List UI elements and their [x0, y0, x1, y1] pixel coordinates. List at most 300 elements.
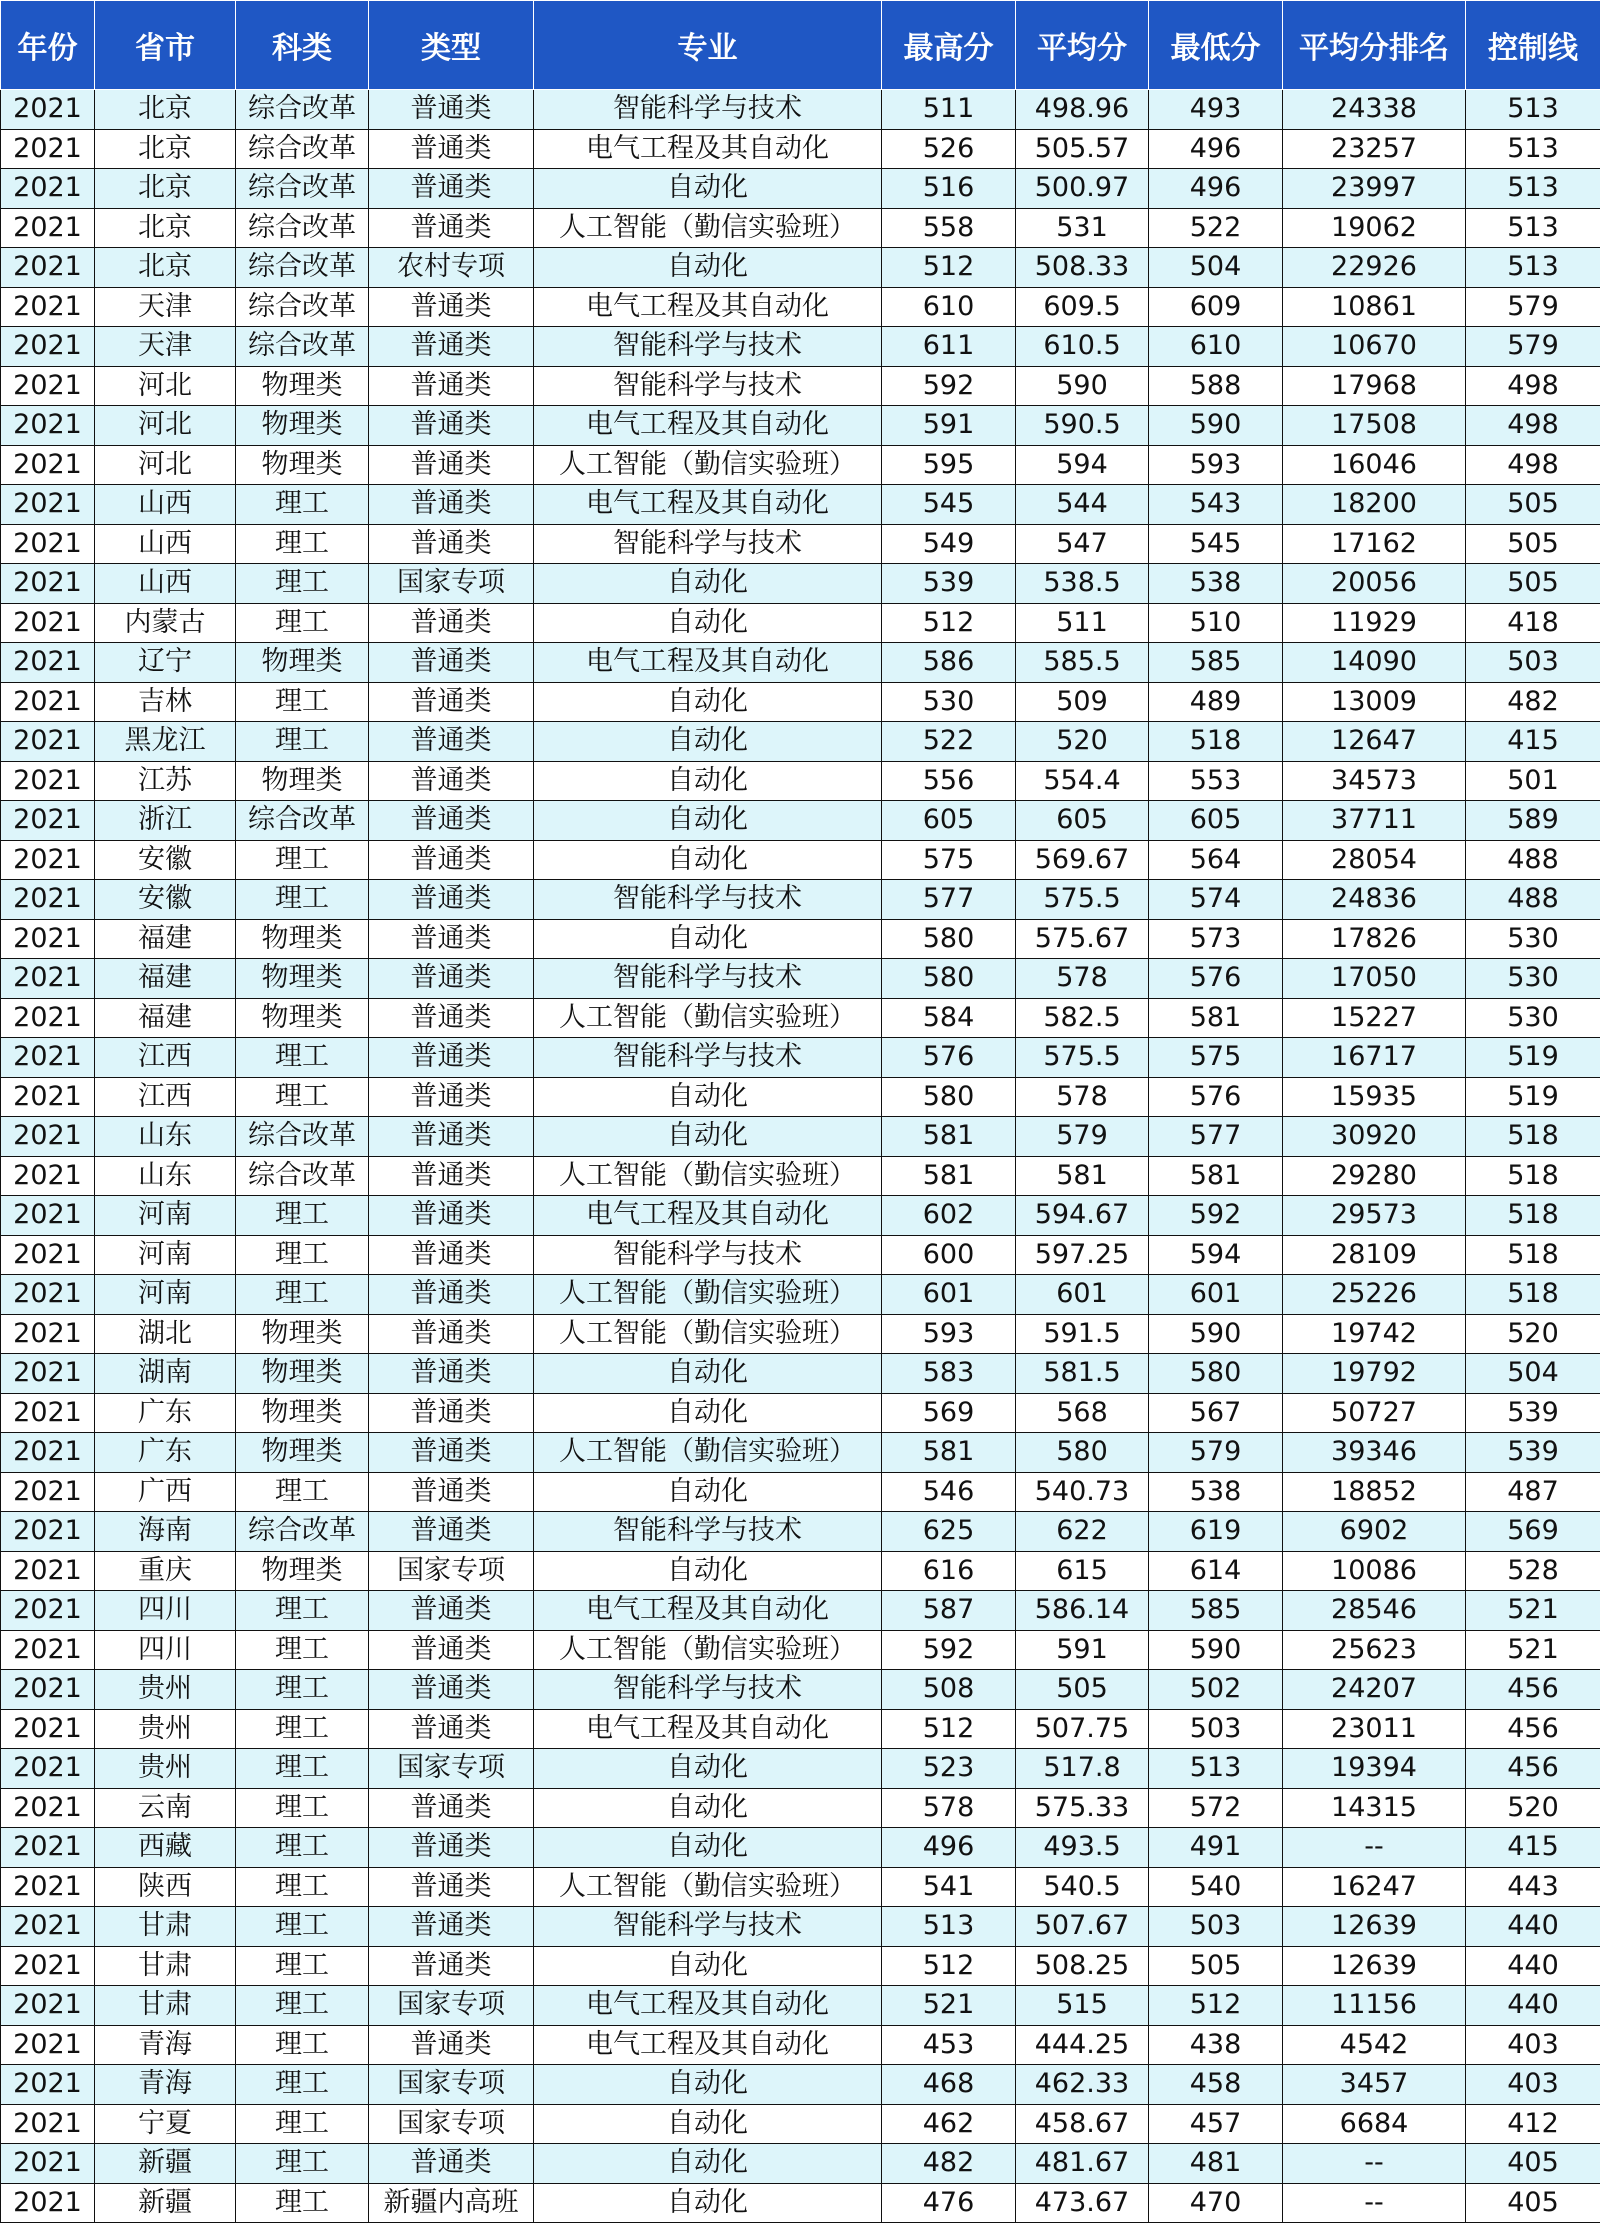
table-cell: 普通类: [369, 1235, 534, 1275]
table-cell: 540: [1149, 1867, 1283, 1907]
table-cell: 理工: [236, 2065, 369, 2105]
table-row: [1, 959, 1600, 999]
table-cell: 自动化: [534, 1077, 882, 1117]
table-cell: 自动化: [534, 603, 882, 643]
table-cell: 综合改革: [236, 801, 369, 841]
table-cell: 普通类: [369, 90, 534, 130]
table-cell: 6684: [1283, 2104, 1466, 2144]
table-cell: 综合改革: [236, 287, 369, 327]
table-row: [1, 919, 1600, 959]
table-cell: 广西: [95, 1472, 236, 1512]
table-cell: 444.25: [1016, 2025, 1149, 2065]
table-cell: 592: [882, 366, 1016, 406]
table-cell: 521: [882, 1986, 1016, 2026]
table-cell: 505: [1466, 524, 1600, 564]
table-cell: 普通类: [369, 169, 534, 209]
table-row: [1, 682, 1600, 722]
table-row: [1, 524, 1600, 564]
table-row: [1, 2065, 1600, 2105]
table-cell: 501: [1466, 761, 1600, 801]
table-cell: 498.96: [1016, 90, 1149, 130]
table-cell: 468: [882, 2065, 1016, 2105]
table-cell: 549: [882, 524, 1016, 564]
table-cell: 504: [1149, 248, 1283, 288]
table-cell: 2021: [1, 682, 95, 722]
table-cell: 590: [1149, 1630, 1283, 1670]
table-cell: 415: [1466, 722, 1600, 762]
table-cell: 普通类: [369, 722, 534, 762]
table-cell: 理工: [236, 564, 369, 604]
table-cell: --: [1283, 2183, 1466, 2223]
table-row: [1, 643, 1600, 683]
table-cell: 理工: [236, 1077, 369, 1117]
table-cell: 580: [1016, 1433, 1149, 1473]
table-cell: 6902: [1283, 1512, 1466, 1552]
table-cell: 甘肃: [95, 1907, 236, 1947]
table-row: [1, 1986, 1600, 2026]
table-cell: 611: [882, 327, 1016, 367]
table-cell: 504: [1466, 1354, 1600, 1394]
table-cell: 601: [1149, 1275, 1283, 1315]
table-cell: 540.5: [1016, 1867, 1149, 1907]
table-cell: 584: [882, 998, 1016, 1038]
table-cell: 海南: [95, 1512, 236, 1552]
table-cell: 2021: [1, 959, 95, 999]
column-header: 年份: [1, 1, 95, 90]
table-cell: 518: [1466, 1117, 1600, 1157]
table-cell: 18200: [1283, 485, 1466, 525]
table-row: [1, 406, 1600, 446]
table-cell: 585: [1149, 1591, 1283, 1631]
table-cell: 24207: [1283, 1670, 1466, 1710]
table-cell: 河北: [95, 406, 236, 446]
table-cell: 国家专项: [369, 1986, 534, 2026]
table-cell: 农村专项: [369, 248, 534, 288]
table-cell: 自动化: [534, 169, 882, 209]
table-cell: 福建: [95, 959, 236, 999]
table-cell: 512: [882, 248, 1016, 288]
table-cell: 590: [1149, 406, 1283, 446]
table-cell: 593: [882, 1314, 1016, 1354]
table-cell: 物理类: [236, 406, 369, 446]
table-cell: 理工: [236, 524, 369, 564]
table-cell: 487: [1466, 1472, 1600, 1512]
table-cell: 人工智能（勤信实验班）: [534, 1867, 882, 1907]
table-cell: 安徽: [95, 840, 236, 880]
table-cell: 590: [1149, 1314, 1283, 1354]
table-cell: 物理类: [236, 761, 369, 801]
table-row: [1, 1630, 1600, 1670]
table-cell: 智能科学与技术: [534, 524, 882, 564]
table-cell: 综合改革: [236, 169, 369, 209]
table-cell: 481.67: [1016, 2144, 1149, 2184]
table-cell: 14315: [1283, 1788, 1466, 1828]
table-cell: 518: [1466, 1275, 1600, 1315]
table-cell: 569: [1466, 1512, 1600, 1552]
table-cell: 12639: [1283, 1946, 1466, 1986]
table-cell: 宁夏: [95, 2104, 236, 2144]
table-cell: 509: [1016, 682, 1149, 722]
table-cell: 515: [1016, 1986, 1149, 2026]
table-cell: 586.14: [1016, 1591, 1149, 1631]
table-cell: 526: [882, 129, 1016, 169]
table-cell: 2021: [1, 2104, 95, 2144]
table-cell: 615: [1016, 1551, 1149, 1591]
table-cell: 普通类: [369, 1038, 534, 1078]
table-cell: --: [1283, 1828, 1466, 1868]
table-cell: 2021: [1, 129, 95, 169]
table-cell: 国家专项: [369, 1749, 534, 1789]
table-cell: 普通类: [369, 287, 534, 327]
table-cell: 616: [882, 1551, 1016, 1591]
table-cell: 625: [882, 1512, 1016, 1552]
table-cell: 405: [1466, 2183, 1600, 2223]
table-cell: 2021: [1, 1393, 95, 1433]
table-cell: 河北: [95, 445, 236, 485]
table-cell: 综合改革: [236, 208, 369, 248]
table-cell: 16046: [1283, 445, 1466, 485]
table-cell: 2021: [1, 169, 95, 209]
table-cell: 天津: [95, 287, 236, 327]
table-cell: 496: [1149, 169, 1283, 209]
column-header: 省市: [95, 1, 236, 90]
table-cell: 2021: [1, 1946, 95, 1986]
table-row: [1, 801, 1600, 841]
table-cell: 自动化: [534, 1393, 882, 1433]
table-cell: 518: [1466, 1235, 1600, 1275]
table-cell: 北京: [95, 129, 236, 169]
table-row: [1, 1670, 1600, 1710]
table-cell: 493: [1149, 90, 1283, 130]
table-cell: 电气工程及其自动化: [534, 129, 882, 169]
table-cell: 物理类: [236, 445, 369, 485]
table-cell: 物理类: [236, 1393, 369, 1433]
table-cell: 513: [1466, 208, 1600, 248]
table-cell: 17508: [1283, 406, 1466, 446]
table-cell: 普通类: [369, 2144, 534, 2184]
table-cell: 505.57: [1016, 129, 1149, 169]
table-row: [1, 208, 1600, 248]
table-cell: 591: [1016, 1630, 1149, 1670]
table-cell: 自动化: [534, 2065, 882, 2105]
table-cell: 538: [1149, 1472, 1283, 1512]
table-cell: 564: [1149, 840, 1283, 880]
table-cell: 622: [1016, 1512, 1149, 1552]
table-cell: 510: [1149, 603, 1283, 643]
table-cell: 电气工程及其自动化: [534, 643, 882, 683]
table-cell: 457: [1149, 2104, 1283, 2144]
table-cell: 普通类: [369, 919, 534, 959]
table-cell: 北京: [95, 90, 236, 130]
table-cell: 新疆: [95, 2183, 236, 2223]
table-cell: 自动化: [534, 761, 882, 801]
table-cell: 普通类: [369, 840, 534, 880]
table-cell: 人工智能（勤信实验班）: [534, 1156, 882, 1196]
table-cell: 河北: [95, 366, 236, 406]
table-cell: 普通类: [369, 1117, 534, 1157]
table-cell: 16247: [1283, 1867, 1466, 1907]
table-cell: 482: [1466, 682, 1600, 722]
table-cell: 普通类: [369, 603, 534, 643]
table-row: [1, 2104, 1600, 2144]
table-cell: 567: [1149, 1393, 1283, 1433]
table-cell: 605: [1149, 801, 1283, 841]
table-row: [1, 1907, 1600, 1947]
table-cell: 2021: [1, 1433, 95, 1473]
table-cell: 新疆内高班: [369, 2183, 534, 2223]
table-row: [1, 1709, 1600, 1749]
table-cell: 智能科学与技术: [534, 959, 882, 999]
table-cell: 物理类: [236, 1551, 369, 1591]
table-cell: 内蒙古: [95, 603, 236, 643]
table-cell: 自动化: [534, 682, 882, 722]
table-cell: 23011: [1283, 1709, 1466, 1749]
table-cell: 23997: [1283, 169, 1466, 209]
table-cell: 609.5: [1016, 287, 1149, 327]
table-cell: 2021: [1, 1077, 95, 1117]
table-cell: 581.5: [1016, 1354, 1149, 1394]
table-row: [1, 1551, 1600, 1591]
table-cell: 498: [1466, 366, 1600, 406]
table-cell: 普通类: [369, 959, 534, 999]
table-cell: 591.5: [1016, 1314, 1149, 1354]
table-cell: 2021: [1, 603, 95, 643]
table-row: [1, 129, 1600, 169]
table-cell: 黑龙江: [95, 722, 236, 762]
table-cell: 2021: [1, 90, 95, 130]
table-cell: 国家专项: [369, 1551, 534, 1591]
table-cell: 普通类: [369, 406, 534, 446]
table-cell: 415: [1466, 1828, 1600, 1868]
table-row: [1, 998, 1600, 1038]
table-cell: 4542: [1283, 2025, 1466, 2065]
table-cell: 2021: [1, 248, 95, 288]
table-cell: 498: [1466, 406, 1600, 446]
table-cell: 502: [1149, 1670, 1283, 1710]
table-cell: 512: [882, 603, 1016, 643]
table-cell: 理工: [236, 2144, 369, 2184]
table-cell: 583: [882, 1354, 1016, 1394]
table-cell: 2021: [1, 327, 95, 367]
table-cell: 574: [1149, 880, 1283, 920]
table-cell: 人工智能（勤信实验班）: [534, 1433, 882, 1473]
table-cell: 18852: [1283, 1472, 1466, 1512]
table-cell: 自动化: [534, 1551, 882, 1591]
table-cell: 597.25: [1016, 1235, 1149, 1275]
table-cell: 理工: [236, 1196, 369, 1236]
table-cell: 综合改革: [236, 327, 369, 367]
table-cell: 609: [1149, 287, 1283, 327]
table-cell: 国家专项: [369, 2104, 534, 2144]
table-cell: 456: [1466, 1670, 1600, 1710]
table-cell: 30920: [1283, 1117, 1466, 1157]
table-cell: 458: [1149, 2065, 1283, 2105]
table-cell: 2021: [1, 919, 95, 959]
table-cell: 592: [882, 1630, 1016, 1670]
table-cell: 513: [1149, 1749, 1283, 1789]
table-cell: 物理类: [236, 366, 369, 406]
table-cell: 理工: [236, 1986, 369, 2026]
table-cell: 592: [1149, 1196, 1283, 1236]
table-cell: 普通类: [369, 208, 534, 248]
table-cell: 普通类: [369, 1788, 534, 1828]
table-cell: 理工: [236, 722, 369, 762]
table-cell: 585.5: [1016, 643, 1149, 683]
table-cell: 普通类: [369, 1591, 534, 1631]
table-cell: 15935: [1283, 1077, 1466, 1117]
table-cell: 17968: [1283, 366, 1466, 406]
table-cell: 2021: [1, 2144, 95, 2184]
table-cell: 610: [1149, 327, 1283, 367]
table-cell: 河南: [95, 1275, 236, 1315]
table-cell: 503: [1149, 1907, 1283, 1947]
table-row: [1, 722, 1600, 762]
table-cell: 智能科学与技术: [534, 1907, 882, 1947]
table-cell: 586: [882, 643, 1016, 683]
table-cell: 河南: [95, 1235, 236, 1275]
table-cell: 25623: [1283, 1630, 1466, 1670]
table-cell: 575.5: [1016, 1038, 1149, 1078]
table-cell: 自动化: [534, 564, 882, 604]
table-cell: 568: [1016, 1393, 1149, 1433]
table-cell: 518: [1466, 1196, 1600, 1236]
table-cell: 山西: [95, 564, 236, 604]
table-cell: 理工: [236, 485, 369, 525]
table-cell: 521: [1466, 1630, 1600, 1670]
table-cell: 智能科学与技术: [534, 366, 882, 406]
table-cell: 20056: [1283, 564, 1466, 604]
table-cell: 2021: [1, 1630, 95, 1670]
table-cell: 普通类: [369, 1670, 534, 1710]
table-cell: 云南: [95, 1788, 236, 1828]
table-cell: 538.5: [1016, 564, 1149, 604]
table-cell: 自动化: [534, 1749, 882, 1789]
table-cell: 539: [1466, 1393, 1600, 1433]
table-cell: 10670: [1283, 327, 1466, 367]
table-cell: 508: [882, 1670, 1016, 1710]
table-cell: 智能科学与技术: [534, 1512, 882, 1552]
table-cell: 518: [1466, 1156, 1600, 1196]
table-cell: 34573: [1283, 761, 1466, 801]
table-cell: 普通类: [369, 1907, 534, 1947]
table-cell: 418: [1466, 603, 1600, 643]
table-cell: 理工: [236, 682, 369, 722]
table-cell: 理工: [236, 1749, 369, 1789]
table-cell: 人工智能（勤信实验班）: [534, 445, 882, 485]
table-cell: 福建: [95, 919, 236, 959]
table-cell: 理工: [236, 1038, 369, 1078]
table-cell: 自动化: [534, 2144, 882, 2184]
table-cell: 物理类: [236, 1314, 369, 1354]
table-cell: 522: [1149, 208, 1283, 248]
table-cell: 普通类: [369, 2025, 534, 2065]
table-cell: 福建: [95, 998, 236, 1038]
table-cell: 电气工程及其自动化: [534, 485, 882, 525]
table-cell: 538: [1149, 564, 1283, 604]
table-cell: 530: [1466, 919, 1600, 959]
table-cell: 488: [1466, 880, 1600, 920]
table-cell: 24338: [1283, 90, 1466, 130]
table-cell: 普通类: [369, 1077, 534, 1117]
table-cell: 2021: [1, 1117, 95, 1157]
table-cell: 512: [1149, 1986, 1283, 2026]
table-cell: 普通类: [369, 1709, 534, 1749]
table-row: [1, 90, 1600, 130]
table-cell: 智能科学与技术: [534, 1038, 882, 1078]
table-cell: 588: [1149, 366, 1283, 406]
table-cell: 554.4: [1016, 761, 1149, 801]
table-cell: 575.67: [1016, 919, 1149, 959]
table-row: [1, 1591, 1600, 1631]
table-cell: 579: [1466, 287, 1600, 327]
table-cell: 物理类: [236, 959, 369, 999]
table-cell: 综合改革: [236, 248, 369, 288]
table-cell: 440: [1466, 1946, 1600, 1986]
table-cell: 理工: [236, 1709, 369, 1749]
table-row: [1, 1472, 1600, 1512]
table-cell: 491: [1149, 1828, 1283, 1868]
table-cell: 578: [882, 1788, 1016, 1828]
table-cell: 理工: [236, 2025, 369, 2065]
table-cell: 自动化: [534, 2183, 882, 2223]
table-cell: 普通类: [369, 327, 534, 367]
table-cell: 505: [1149, 1946, 1283, 1986]
table-cell: 综合改革: [236, 1156, 369, 1196]
table-row: [1, 1314, 1600, 1354]
table-cell: 2021: [1, 1472, 95, 1512]
table-row: [1, 1828, 1600, 1868]
table-row: [1, 485, 1600, 525]
table-cell: 自动化: [534, 919, 882, 959]
table-cell: 自动化: [534, 1472, 882, 1512]
table-cell: 理工: [236, 1670, 369, 1710]
table-cell: 电气工程及其自动化: [534, 1591, 882, 1631]
table-cell: 2021: [1, 1156, 95, 1196]
table-cell: 505: [1466, 564, 1600, 604]
table-cell: 综合改革: [236, 129, 369, 169]
table-cell: 普通类: [369, 880, 534, 920]
table-cell: 2021: [1, 1828, 95, 1868]
table-cell: 516: [882, 169, 1016, 209]
table-cell: 19062: [1283, 208, 1466, 248]
table-cell: 605: [1016, 801, 1149, 841]
table-cell: 610: [882, 287, 1016, 327]
table-row: [1, 1788, 1600, 1828]
table-cell: 519: [1466, 1077, 1600, 1117]
table-cell: 综合改革: [236, 90, 369, 130]
table-cell: 556: [882, 761, 1016, 801]
table-cell: 四川: [95, 1630, 236, 1670]
table-cell: 普通类: [369, 524, 534, 564]
table-cell: 普通类: [369, 129, 534, 169]
table-cell: 河南: [95, 1196, 236, 1236]
table-row: [1, 1946, 1600, 1986]
table-cell: 2021: [1, 1512, 95, 1552]
table-cell: 2021: [1, 2183, 95, 2223]
table-cell: 547: [1016, 524, 1149, 564]
table-cell: 12647: [1283, 722, 1466, 762]
table-cell: 普通类: [369, 1472, 534, 1512]
table-cell: --: [1283, 2144, 1466, 2184]
table-cell: 11156: [1283, 1986, 1466, 2026]
table-cell: 新疆: [95, 2144, 236, 2184]
table-cell: 530: [1466, 959, 1600, 999]
table-cell: 498: [1466, 445, 1600, 485]
table-cell: 综合改革: [236, 1512, 369, 1552]
table-cell: 重庆: [95, 1551, 236, 1591]
table-cell: 自动化: [534, 1788, 882, 1828]
table-cell: 403: [1466, 2025, 1600, 2065]
